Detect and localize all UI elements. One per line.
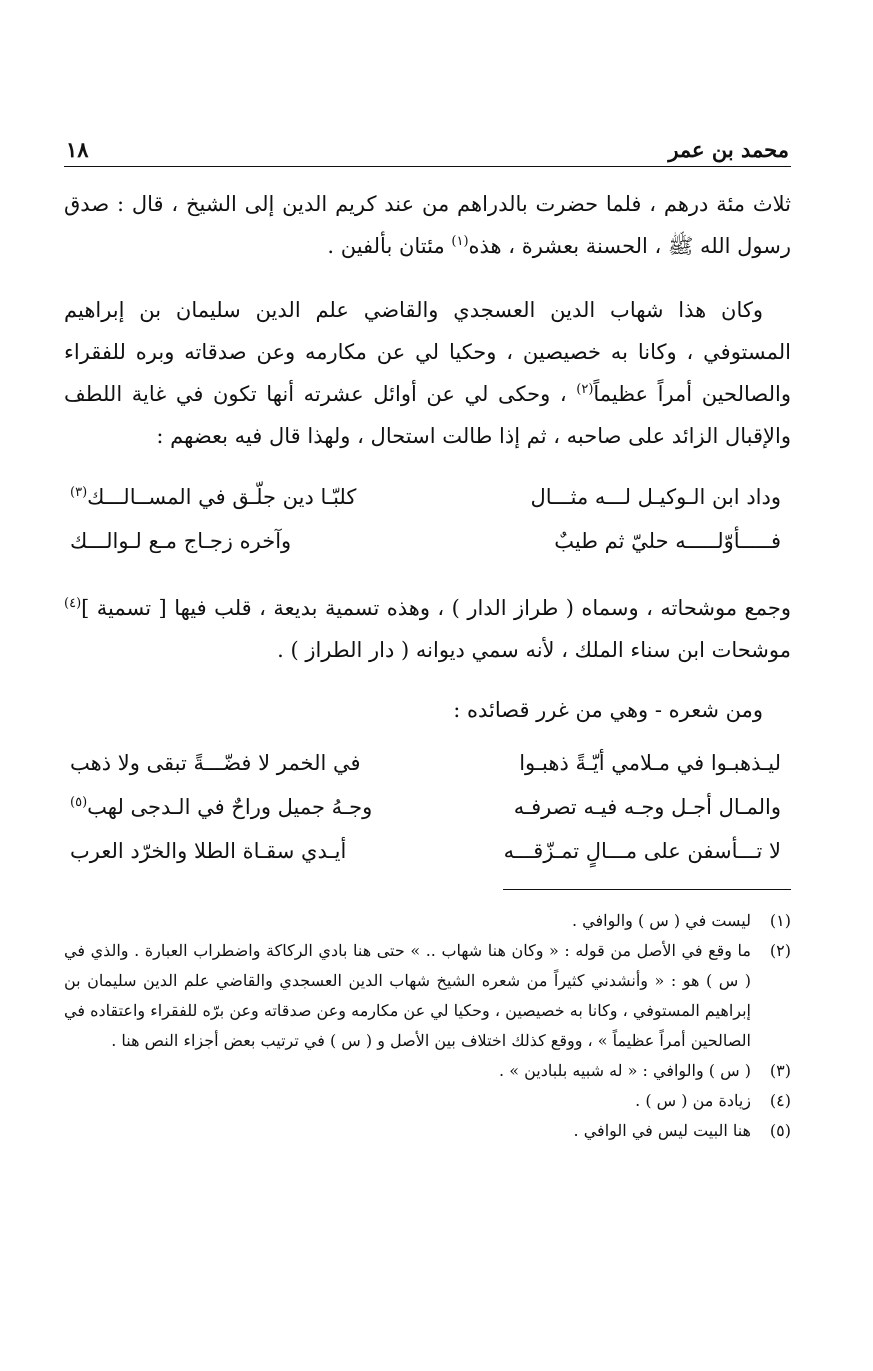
verse xyxy=(64,785,791,829)
footnote-text: هنا البيت ليس في الوافي . xyxy=(573,1121,751,1140)
paragraph-1-text: ثلاث مئة درهم ، فلما حضرت بالدراهم من عند كريم الدين إلى الشيخ ، قال : صدق رسول الله ﷺ ، الحسنة بعشرة ، هذه xyxy=(64,192,791,258)
footnotes xyxy=(64,906,791,1146)
footnote xyxy=(64,936,791,1056)
paragraph-2-text: وكان هذا شهاب الدين العسجدي والقاضي علم الدين سليمان بن إبراهيم المستوفي ، وكانا به خصيصين ، وحكيا لي عن مكارمه وعن صدقاته وبره للفقراء والصالحين أمراً عظيماً xyxy=(64,298,791,406)
footnote-ref-3: (٣) xyxy=(70,485,88,500)
verse-first-hemistich: ليـذهبـوا في مـلامي أيّـةً ذهبـوا xyxy=(519,751,781,775)
footnote-number: (٤) xyxy=(769,1091,791,1110)
footnote-text: ( س ) والوافي : « له شبيه بلبادين » . xyxy=(499,1061,751,1080)
verse-first-hemistich: لا تـــأسفن على مـــالٍ تمـزّقـــه xyxy=(503,839,781,863)
footnote xyxy=(64,1086,791,1116)
verse-second-hemistich: في الخمر لا فضّـــةً تبقى ولا ذهب xyxy=(70,751,361,775)
verse-second-hemistich xyxy=(64,785,400,829)
verse-second-hemistich: أيـدي سقـاة الطلا والخرّد العرب xyxy=(70,839,347,863)
verse-first-hemistich: فـــــأوّلـــــه حليّ ثم طيبٌ xyxy=(554,529,781,553)
paragraph-2 xyxy=(64,289,791,457)
verse xyxy=(64,519,791,563)
verse xyxy=(64,829,791,873)
footnote-divider xyxy=(503,889,791,890)
verse-first-hemistich: وداد ابن الـوكيـل لـــه مثـــال xyxy=(530,485,781,509)
paragraph-3 xyxy=(64,587,791,671)
footnote-number: (٣) xyxy=(769,1061,791,1080)
footnote-ref-2: (٢) xyxy=(576,382,594,397)
footnote xyxy=(64,906,791,936)
paragraph-1-end: مئتان بألفين . xyxy=(327,234,452,258)
paragraph-3-text: وجمع موشحاته ، وسماه ( طراز الدار ) ، وهذه تسمية بديعة ، قلب فيها [ تسمية ] xyxy=(81,596,791,620)
footnote xyxy=(64,1056,791,1086)
paragraph-3-end: موشحات ابن سناء الملك ، لأنه سمي ديوانه ( دار الطراز ) . xyxy=(277,638,791,662)
paragraph-4: ومن شعره - وهي من غرر قصائده : xyxy=(453,698,763,722)
hemistich-text: وجـهُ جميل وراحٌ في الـدجى لهب xyxy=(87,795,373,819)
verse-second-hemistich: وآخره زجـاج مـع لـوالـــك xyxy=(70,529,292,553)
footnote xyxy=(64,1116,791,1146)
hemistich-text: كلبّـا دين جلّـق في المســالـــك xyxy=(87,485,357,509)
page-number: ١٨ xyxy=(66,137,89,162)
footnote-number: (٢) xyxy=(769,941,791,960)
footnote-ref-5: (٥) xyxy=(70,795,88,810)
verse xyxy=(64,741,791,785)
book-page xyxy=(64,120,791,1146)
poem-1 xyxy=(64,475,791,563)
footnote-ref-4: (٤) xyxy=(64,596,82,611)
paragraph-1 xyxy=(64,183,791,267)
footnote-ref-1: (١) xyxy=(451,234,469,249)
verse xyxy=(64,475,791,519)
footnote-number: (١) xyxy=(769,911,791,930)
footnote-text: ما وقع في الأصل من قوله : « وكان هنا شهاب .. » حتى هنا بادي الركاكة واضطراب العبارة . والذي في ( س ) هو : « وأنشدني كثيراً من شعره الشيخ شهاب الدين العسجدي والقاضي علم الدين سليمان بن إبراهيم المستوفي ، وكانا به خصيصين ، وحكيا لي عن مكارمه وعن صدقاته وعن برّه للفقراء واعتقاده في الصالحين أمراً عظيماً » ، ووقع كذلك اختلاف بين الأصل و ( س ) في ترتيب بعض أجزاء النص هنا . xyxy=(64,941,751,1050)
footnote-number: (٥) xyxy=(769,1121,791,1140)
running-title: محمد بن عمر xyxy=(668,137,789,162)
verse-first-hemistich: والمـال أجـل وجـه فيـه تصرفـه xyxy=(513,795,781,819)
page-header xyxy=(64,120,791,167)
footnote-text: زيادة من ( س ) . xyxy=(635,1091,751,1110)
paragraph-2-end: ، وحكى لي عن أوائل عشرته أنها تكون في غاية اللطف والإقبال الزائد على صاحبه ، ثم إذا طالت استحال ، ولهذا قال فيه بعضهم : xyxy=(64,382,791,448)
footnote-text: ليست في ( س ) والوافي . xyxy=(571,911,751,930)
poem-2 xyxy=(64,741,791,873)
verse-second-hemistich xyxy=(64,475,400,519)
